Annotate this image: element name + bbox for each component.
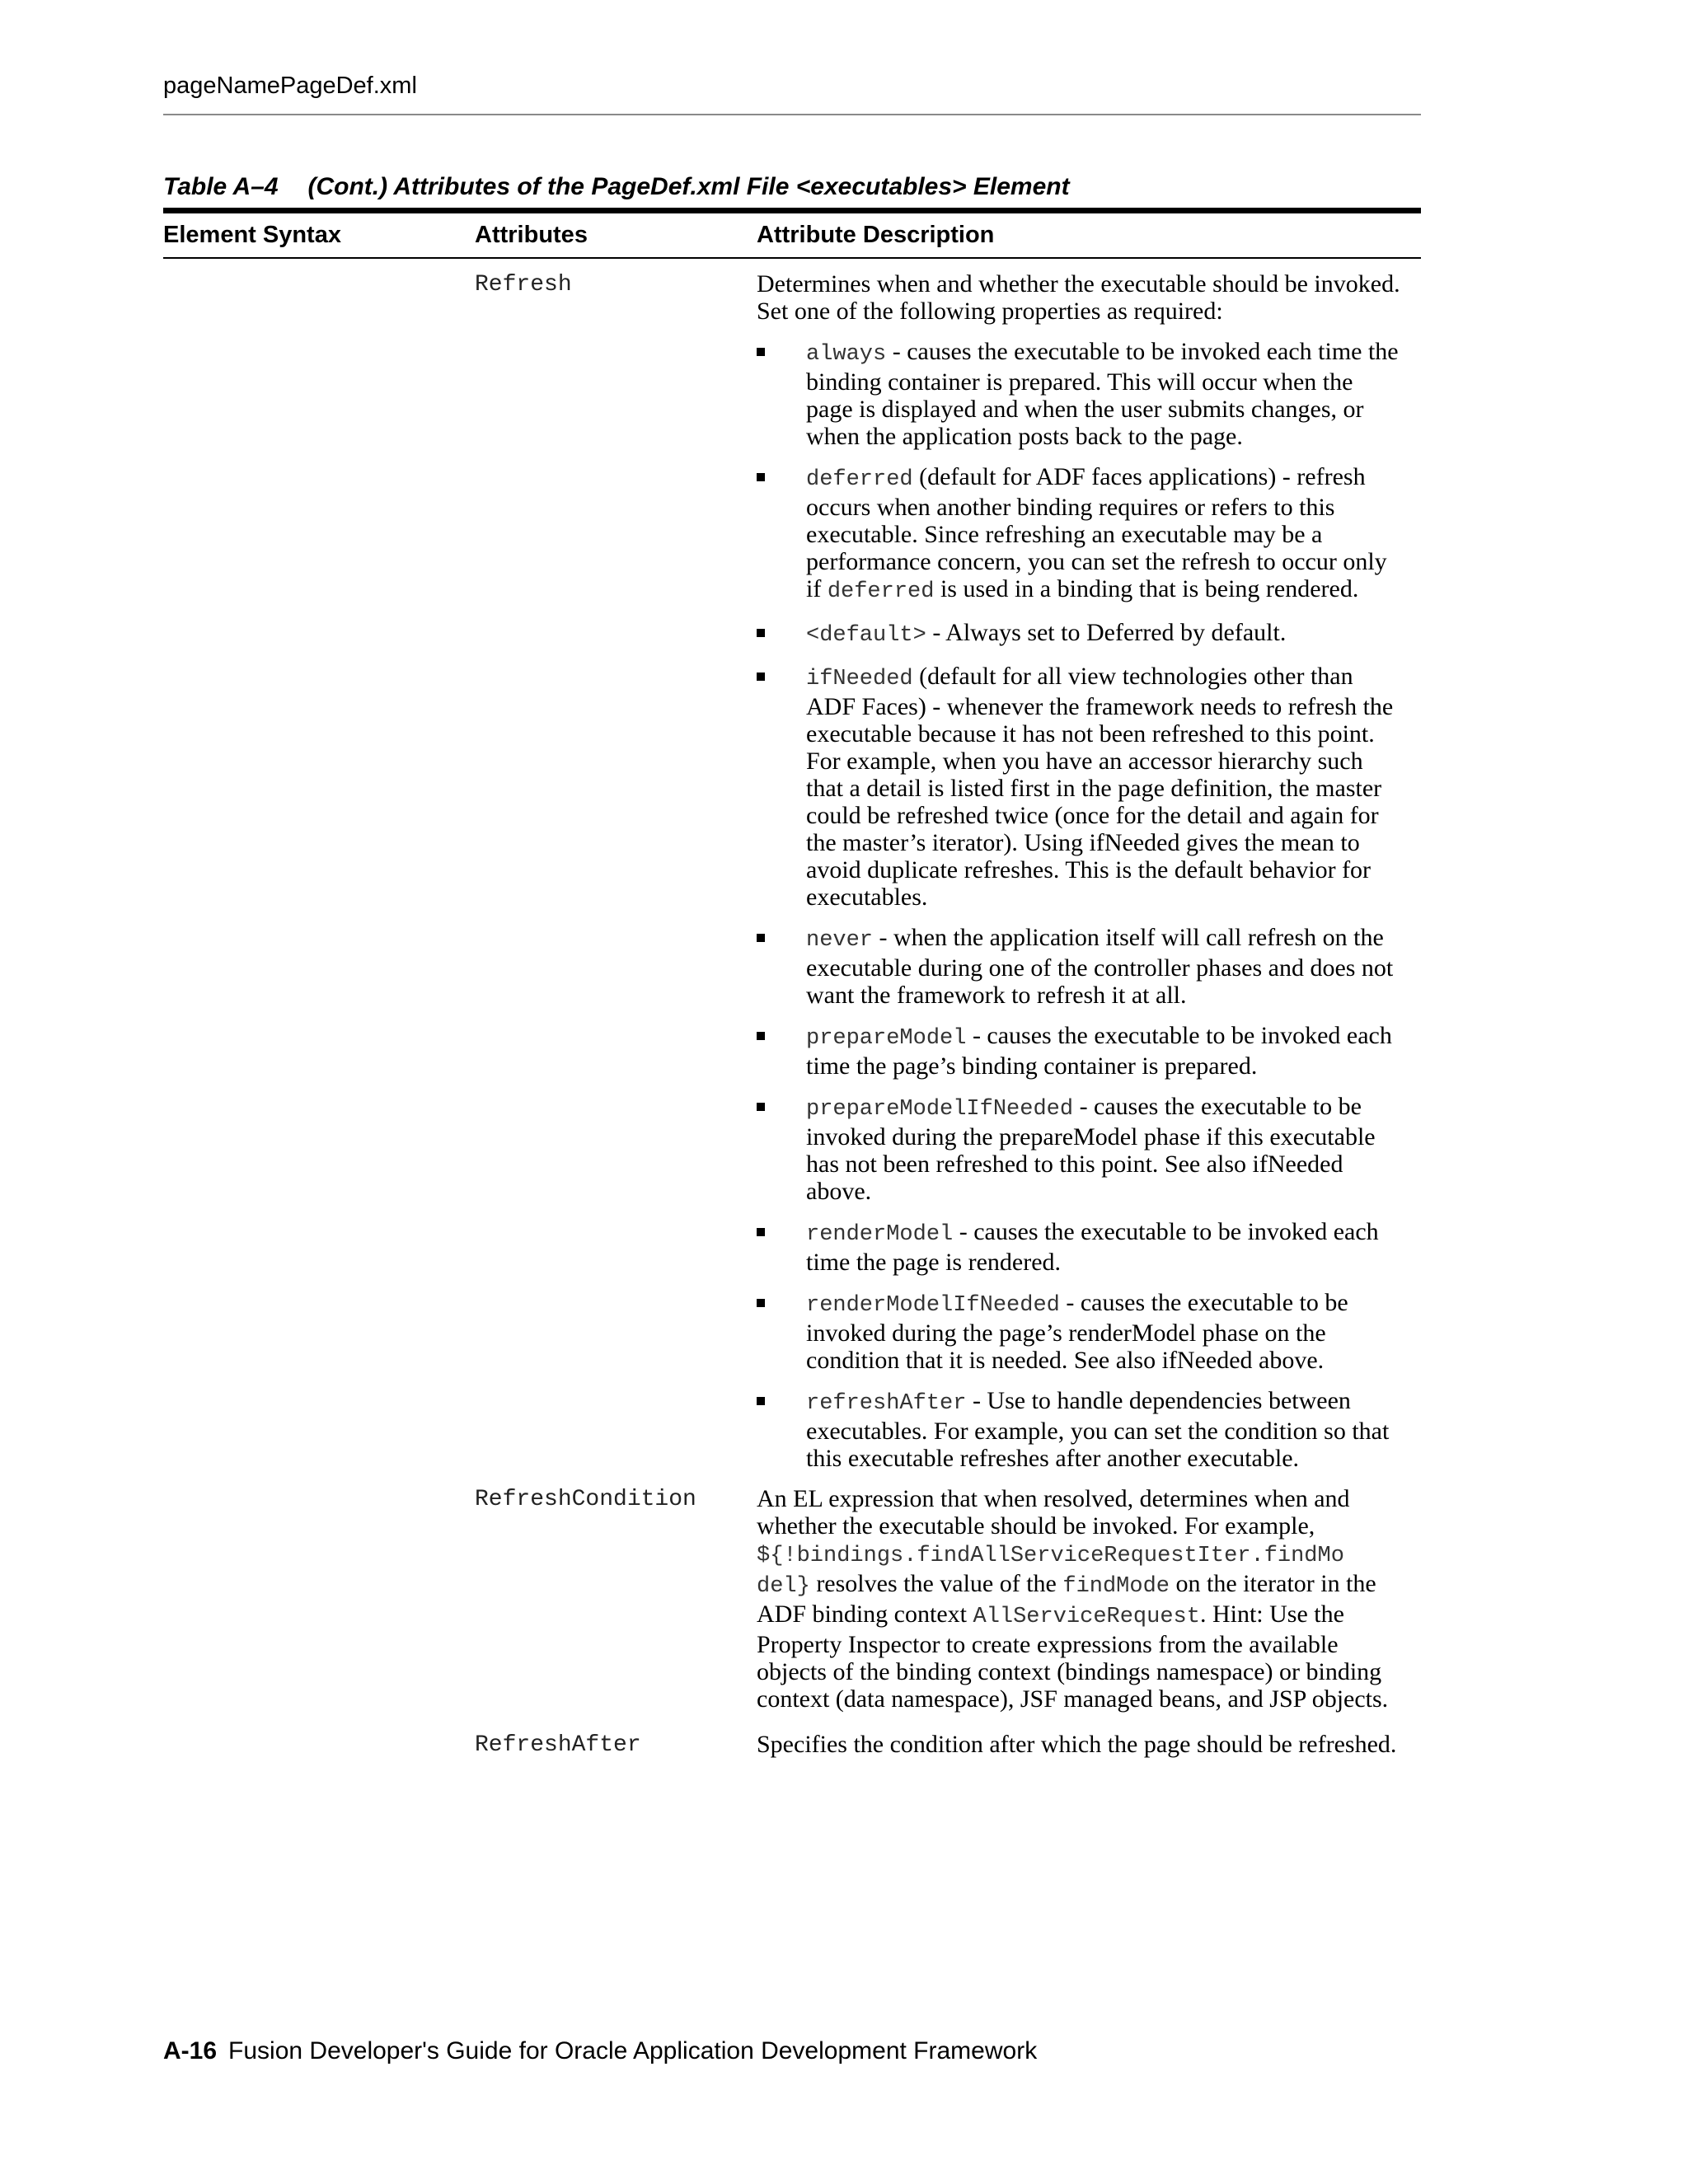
column-header-attributes: Attributes bbox=[475, 222, 588, 248]
list-item bbox=[757, 619, 1404, 649]
attribute-name: RefreshAfter bbox=[475, 1732, 641, 1758]
option-code: ifNeeded bbox=[806, 667, 913, 691]
list-item bbox=[757, 1387, 1404, 1472]
attribute-name: Refresh bbox=[475, 272, 572, 298]
refresh-condition-description bbox=[757, 1485, 1404, 1713]
table-row-refresh bbox=[163, 270, 1421, 1472]
table-caption-text: (Cont.) Attributes of the PageDef.xml File <executables> Element bbox=[307, 173, 1070, 200]
bullet-icon bbox=[757, 348, 765, 356]
option-code: deferred bbox=[827, 579, 935, 604]
option-text: - Use to handle dependencies between executables. For example, you can set the condition so that this executable refreshes after another executable. bbox=[806, 1387, 1390, 1472]
option-text: (default for ADF faces applications) - refresh occurs when another binding requires or refers to this executable. Since refreshing an executable may be a performance concern, you can set the refresh to occur only if bbox=[806, 463, 1387, 602]
bullet-icon bbox=[757, 1032, 765, 1040]
table-number: Table A–4 bbox=[163, 173, 279, 200]
bullet-icon bbox=[757, 1103, 765, 1111]
description-text: . Hint: Use the Property Inspector to create expressions from the available objects of the binding context (bindings namespace) or binding context (data namespace), JSF managed beans, and JSP objects. bbox=[757, 1601, 1389, 1713]
bullet-icon bbox=[757, 673, 765, 681]
option-code: deferred bbox=[806, 467, 913, 492]
attribute-description bbox=[757, 270, 1404, 1472]
option-text: - Always set to Deferred by default. bbox=[926, 619, 1287, 646]
option-code: refreshAfter bbox=[806, 1391, 967, 1416]
list-item bbox=[757, 1289, 1404, 1374]
el-expression-code: del} bbox=[757, 1574, 810, 1599]
attributes-table bbox=[163, 208, 1421, 1758]
option-code: prepareModel bbox=[806, 1026, 967, 1051]
attribute-description bbox=[757, 1731, 1404, 1758]
option-text: (default for all view technologies other than ADF Faces) - whenever the framework needs to refresh the executable because it has not been refreshed to this point. For example, when you have an accessor hierarchy such that a detail is listed first in the page definition, the master could be refreshed twice (once for the detail and again for the master’s iterator). Using ifNeeded gives the mean to avoid duplicate refreshes. This is the default behavior for executables. bbox=[806, 663, 1394, 911]
option-code: renderModelIfNeeded bbox=[806, 1293, 1060, 1318]
attribute-name: RefreshCondition bbox=[475, 1487, 696, 1512]
running-header: pageNamePageDef.xml bbox=[163, 73, 417, 99]
bullet-icon bbox=[757, 1397, 765, 1405]
description-text: on the iterator in the ADF binding context bbox=[757, 1570, 1376, 1628]
list-item bbox=[757, 663, 1404, 911]
list-item bbox=[757, 338, 1404, 450]
binding-context-code: AllServiceRequest bbox=[973, 1605, 1200, 1629]
bullet-icon bbox=[757, 1299, 765, 1307]
page-footer bbox=[163, 2037, 1037, 2065]
table-row-refresh-condition bbox=[163, 1485, 1421, 1713]
bullet-icon bbox=[757, 629, 765, 637]
option-text: - when the application itself will call refresh on the executable during one of the controller phases and does not want the framework to refresh it at all. bbox=[806, 924, 1394, 1009]
option-text: - causes the executable to be invoked during the prepareModel phase if this executable has not been refreshed to this point. See also ifNeeded above. bbox=[806, 1093, 1376, 1205]
bullet-icon bbox=[757, 934, 765, 942]
option-code: prepareModelIfNeeded bbox=[806, 1097, 1074, 1122]
option-text: - causes the executable to be invoked during the page’s renderModel phase on the condition that it is needed. See also ifNeeded above. bbox=[806, 1289, 1348, 1374]
option-code: renderModel bbox=[806, 1222, 954, 1247]
table-row-refresh-after bbox=[163, 1731, 1421, 1758]
option-code: always bbox=[806, 342, 887, 367]
option-text: - causes the executable to be invoked each time the page’s binding container is prepared. bbox=[806, 1022, 1392, 1080]
bullet-icon bbox=[757, 1228, 765, 1236]
attribute-description bbox=[757, 1485, 1404, 1713]
list-item bbox=[757, 924, 1404, 1009]
column-header-element-syntax: Element Syntax bbox=[163, 222, 341, 248]
description-intro: Determines when and whether the executable should be invoked. Set one of the following properties as required: bbox=[757, 270, 1400, 325]
description-text: resolves the value of the bbox=[809, 1570, 1063, 1597]
description-text: Specifies the condition after which the page should be refreshed. bbox=[757, 1731, 1397, 1758]
column-header-attribute-description: Attribute Description bbox=[757, 222, 995, 248]
page-number: A-16 bbox=[163, 2037, 218, 2064]
option-text: is used in a binding that is being rendered. bbox=[934, 575, 1359, 602]
option-code: never bbox=[806, 928, 874, 953]
list-item bbox=[757, 1022, 1404, 1080]
description-text: An EL expression that when resolved, determines when and whether the executable should be invoked. For example, bbox=[757, 1485, 1350, 1540]
book-title: Fusion Developer's Guide for Oracle Application Development Framework bbox=[228, 2037, 1038, 2064]
option-text: - causes the executable to be invoked each time the binding container is prepared. This will occur when the page is displayed and when the user submits changes, or when the application posts back to the page. bbox=[806, 338, 1399, 450]
bullet-icon bbox=[757, 473, 765, 481]
list-item bbox=[757, 1093, 1404, 1205]
findmode-code: findMode bbox=[1062, 1574, 1170, 1599]
list-item bbox=[757, 463, 1404, 606]
option-text: - causes the executable to be invoked each time the page is rendered. bbox=[806, 1218, 1379, 1276]
el-expression-code: ${!bindings.findAllServiceRequestIter.findMo bbox=[757, 1544, 1344, 1568]
list-item bbox=[757, 1218, 1404, 1276]
table-caption bbox=[163, 173, 1070, 201]
refresh-options-list bbox=[757, 338, 1404, 1472]
table-header bbox=[163, 208, 1421, 259]
header-rule bbox=[163, 114, 1421, 115]
option-code: <default> bbox=[806, 623, 926, 648]
